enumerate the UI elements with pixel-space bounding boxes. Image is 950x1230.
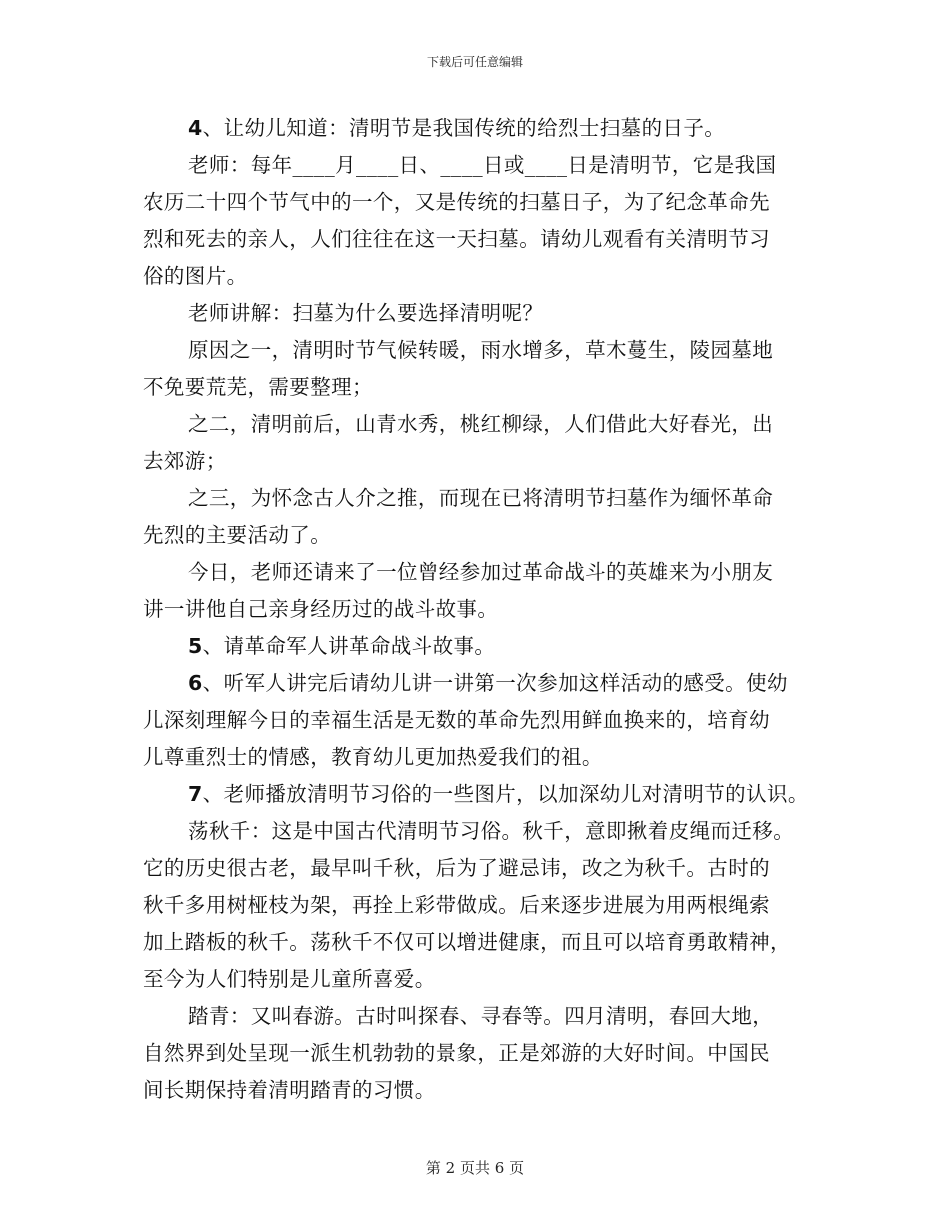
paragraph-line: 不免要荒芜，需要整理； xyxy=(143,375,373,399)
paragraph-line: 它的历史很古老，最早叫千秋，后为了避忌讳，改之为秋千。古时的 xyxy=(143,856,770,880)
paragraph-line: 今日，老师还请来了一位曾经参加过革命战斗的英雄来为小朋友 xyxy=(188,560,774,584)
paragraph-line: 俗的图片。 xyxy=(143,264,248,288)
paragraph-line: 间长期保持着清明踏青的习惯。 xyxy=(143,1078,436,1102)
paragraph-line: 自然界到处呈现一派生机勃勃的景象，正是郊游的大好时间。中国民 xyxy=(143,1041,770,1065)
paragraph-line: 7、老师播放清明节习俗的一些图片，以加深幼儿对清明节的认识。 xyxy=(188,782,809,806)
document-body xyxy=(143,110,833,1109)
paragraph-line: 之三，为怀念古人介之推，而现在已将清明节扫墓作为缅怀革命 xyxy=(188,486,774,510)
paragraph-line: 荡秋千：这是中国古代清明节习俗。秋千，意即揪着皮绳而迁移。 xyxy=(188,819,795,843)
paragraph-line: 儿尊重烈士的情感，教育幼儿更加热爱我们的祖。 xyxy=(143,745,603,769)
paragraph-line: 老师：每年____月____日、____日或____日是清明节，它是我国 xyxy=(188,153,777,177)
paragraph-line: 老师讲解：扫墓为什么要选择清明呢？ xyxy=(188,301,544,325)
paragraph-line: 原因之一，清明时节气候转暖，雨水增多，草木蔓生，陵园墓地 xyxy=(188,338,774,362)
paragraph-line: 先烈的主要活动了。 xyxy=(143,523,332,547)
paragraph-line: 5、请革命军人讲革命战斗故事。 xyxy=(188,634,496,658)
list-number: 4 xyxy=(188,116,203,140)
paragraph-line: 4、让幼儿知道：清明节是我国传统的给烈士扫墓的日子。 xyxy=(188,116,726,140)
list-number: 6 xyxy=(188,671,203,695)
paragraph-line: 儿深刻理解今日的幸福生活是无数的革命先烈用鲜血换来的，培育幼 xyxy=(143,708,770,732)
paragraph-line: 之二，清明前后，山青水秀，桃红柳绿，人们借此大好春光，出 xyxy=(188,412,774,436)
paragraph-line: 踏青：又叫春游。古时叫探春、寻春等。四月清明，春回大地， xyxy=(188,1004,774,1028)
page-footer: 第 2 页共 6 页 xyxy=(425,1159,525,1177)
paragraph-line: 讲一讲他自己亲身经历过的战斗故事。 xyxy=(143,597,499,621)
paragraph-line: 加上踏板的秋千。荡秋千不仅可以增进健康，而且可以培育勇敢精神， xyxy=(143,930,791,954)
page-header: 下载后可任意编辑 xyxy=(426,55,523,69)
paragraph-line: 秋千多用树桠枝为架，再拴上彩带做成。后来逐步进展为用两根绳索 xyxy=(143,893,770,917)
paragraph-line: 烈和死去的亲人，人们往往在这一天扫墓。请幼儿观看有关清明节习 xyxy=(143,227,770,251)
paragraph-line: 6、听军人讲完后请幼儿讲一讲第一次参加这样活动的感受。使幼 xyxy=(188,671,788,695)
list-number: 5 xyxy=(188,634,203,658)
paragraph-line: 农历二十四个节气中的一个，又是传统的扫墓日子，为了纪念革命先 xyxy=(143,190,770,214)
list-number: 7 xyxy=(188,782,203,806)
paragraph-line: 至今为人们特别是儿童所喜爱。 xyxy=(143,967,436,991)
paragraph-line: 去郊游； xyxy=(143,449,227,473)
